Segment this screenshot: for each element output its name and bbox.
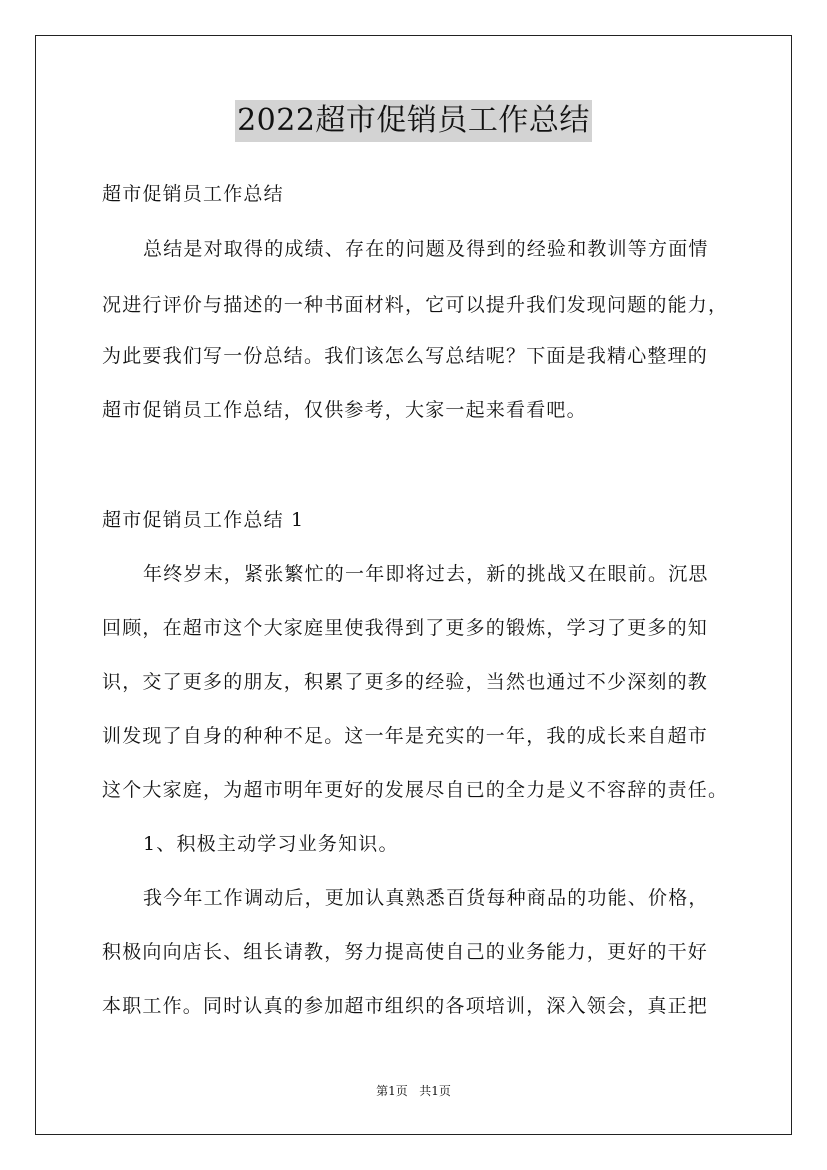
- section-line: 这个大家庭，为超市明年更好的发展尽自已的全力是义不容辞的责任。: [102, 779, 729, 801]
- section-line: 识，交了更多的朋友，积累了更多的经验，当然也通过不少深刻的教: [102, 671, 709, 693]
- section-line: 回顾，在超市这个大家庭里使我得到了更多的锻炼，学习了更多的知: [102, 617, 709, 639]
- document-subtitle: 超市促销员工作总结: [102, 183, 284, 205]
- point-line: 本职工作。同时认真的参加超市组织的各项培训，深入领会，真正把: [102, 995, 709, 1017]
- point-heading: 1、积极主动学习业务知识。: [143, 833, 399, 855]
- intro-line: 为此要我们写一份总结。我们该怎么写总结呢？下面是我精心整理的: [102, 345, 709, 367]
- section-line: 年终岁末，紧张繁忙的一年即将过去，新的挑战又在眼前。沉思: [143, 563, 709, 585]
- section-line: 训发现了自身的种种不足。这一年是充实的一年，我的成长来自超市: [102, 725, 709, 747]
- page-footer: [0, 1083, 827, 1099]
- section-heading: 超市促销员工作总结 1: [102, 509, 305, 531]
- page-number: 第1页: [376, 1084, 408, 1098]
- intro-line: 况进行评价与描述的一种书面材料，它可以提升我们发现问题的能力，: [102, 294, 729, 316]
- point-line: 积极向向店长、组长请教，努力提高使自己的业务能力，更好的干好: [102, 941, 709, 963]
- document-title: 2022超市促销员工作总结: [235, 100, 592, 142]
- point-line: 我今年工作调动后，更加认真熟悉百货每种商品的功能、价格，: [143, 887, 709, 909]
- title-container: [0, 100, 827, 142]
- page-total: 共1页: [419, 1084, 451, 1098]
- intro-line: 总结是对取得的成绩、存在的问题及得到的经验和教训等方面情: [143, 238, 709, 260]
- intro-line: 超市促销员工作总结，仅供参考，大家一起来看看吧。: [102, 399, 587, 421]
